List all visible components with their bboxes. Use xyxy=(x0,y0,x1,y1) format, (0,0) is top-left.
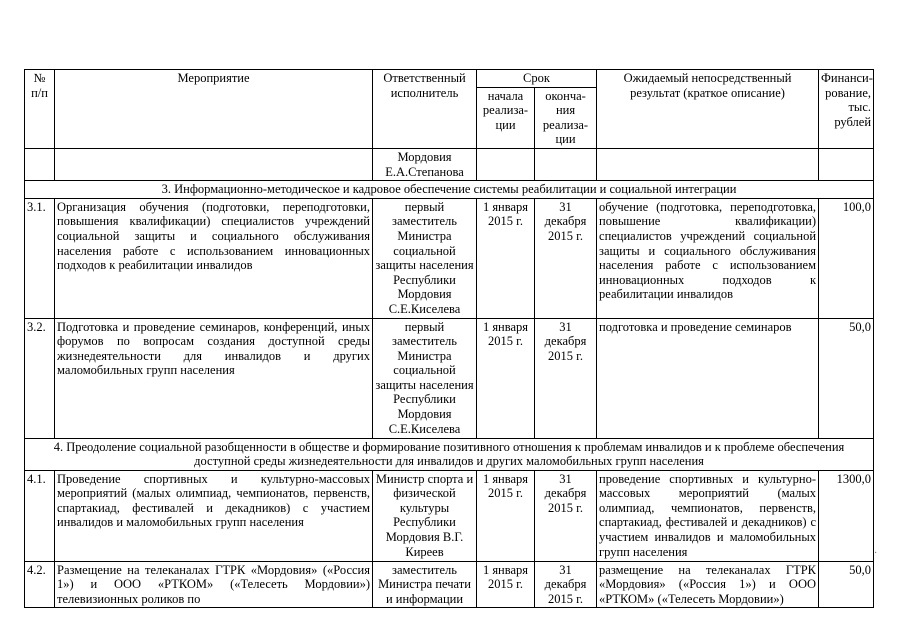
row-end: 31 декабря 2015 г. xyxy=(535,561,597,608)
row-result: подготовка и проведение семинаров xyxy=(597,318,819,438)
header-responsible: Ответственный исполнитель xyxy=(373,70,477,149)
row-num: 4.2. xyxy=(25,561,55,608)
row-event: Размещение на телеканалах ГТРК «Мордовия» («Россия 1») и ООО «РТКОМ» («Телесеть Мордовии») телевизионных роликов по xyxy=(55,561,373,608)
row-responsible: первый заместитель Министра социальной защиты населения Республики Мордовия С.Е.Киселева xyxy=(373,198,477,318)
row-num: 4.1. xyxy=(25,470,55,561)
table-row xyxy=(25,470,874,561)
document-page xyxy=(24,69,873,608)
row-num: 3.1. xyxy=(25,198,55,318)
header-term-start: начала реализа-ции xyxy=(477,87,535,148)
row-end: 31 декабря 2015 г. xyxy=(535,470,597,561)
row-end: 31 декабря 2015 г. xyxy=(535,318,597,438)
row-event: Подготовка и проведение семинаров, конференций, иных форумов по вопросам создания доступной среды жизнедеятельности для инвалидов и других маломобильных групп населения xyxy=(55,318,373,438)
row-result: проведение спортивных и культурно-массовых мероприятий (малых олимпиад, чемпионатов, первенств, спартакиад, фестивалей и декадников) с участием инвалидов и маломобильных групп населения xyxy=(597,470,819,561)
section-4-title: 4. Преодоление социальной разобщенности в обществе и формирование позитивного отношения к проблемам инвалидов и к проблеме обеспечения доступной среды жизнедеятельности для инвалидов и других маломобильных групп населения xyxy=(25,438,874,470)
section-3-title: 3. Информационно-методическое и кадровое обеспечение системы реабилитации и социальной интеграции xyxy=(25,181,874,199)
table-row xyxy=(25,561,874,608)
row-num: 3.2. xyxy=(25,318,55,438)
row-event: Организация обучения (подготовки, переподготовки, повышения квалификации) специалистов учреждений социальной защиты и социального обслуживания населения работе с использованием инновационных подходов к реабилитации инвалидов xyxy=(55,198,373,318)
row-financing: 50,0 xyxy=(819,561,874,608)
section-4-row xyxy=(25,438,874,470)
header-event: Мероприятие xyxy=(55,70,373,149)
row-start: 1 января 2015 г. xyxy=(477,561,535,608)
row-financing: 1300,0 xyxy=(819,470,874,561)
row-start: 1 января 2015 г. xyxy=(477,470,535,561)
header-term: Срок xyxy=(477,70,597,88)
header-num: № п/п xyxy=(25,70,55,149)
header-row-1 xyxy=(25,70,874,88)
row-end: 31 декабря 2015 г. xyxy=(535,198,597,318)
header-financing: Финанси-рование, тыс. рублей xyxy=(819,70,874,149)
row-financing: 50,0 xyxy=(819,318,874,438)
scan-speck: · xyxy=(874,548,878,559)
row-start: 1 января 2015 г. xyxy=(477,198,535,318)
table-row xyxy=(25,198,874,318)
table-row-carry xyxy=(25,148,874,180)
row-event: Проведение спортивных и культурно-массовых мероприятий (малых олимпиад, чемпионатов, первенств, спартакиад, фестивалей и декадников) с участием инвалидов и маломобильных групп населения xyxy=(55,470,373,561)
row-responsible: заместитель Министра печати и информации xyxy=(373,561,477,608)
section-3-row xyxy=(25,181,874,199)
table-row xyxy=(25,318,874,438)
measures-table xyxy=(24,69,874,608)
row-responsible: Министр спорта и физической культуры Республики Мордовия В.Г. Киреев xyxy=(373,470,477,561)
carry-responsible: Мордовия Е.А.Степанова xyxy=(373,148,477,180)
row-financing: 100,0 xyxy=(819,198,874,318)
row-result: обучение (подготовка, переподготовка, повышение квалификации) специалистов учреждений социальной защиты и социального обслуживания населения работе с использованием инновационных подходов к реабилитации инвалидов xyxy=(597,198,819,318)
row-start: 1 января 2015 г. xyxy=(477,318,535,438)
header-term-end: оконча-ния реализа-ции xyxy=(535,87,597,148)
row-responsible: первый заместитель Министра социальной защиты населения Республики Мордовия С.Е.Киселева xyxy=(373,318,477,438)
header-result: Ожидаемый непосредственный результат (краткое описание) xyxy=(597,70,819,149)
row-result: размещение на телеканалах ГТРК «Мордовия» («Россия 1») и ООО «РТКОМ» («Телесеть Мордовии») xyxy=(597,561,819,608)
